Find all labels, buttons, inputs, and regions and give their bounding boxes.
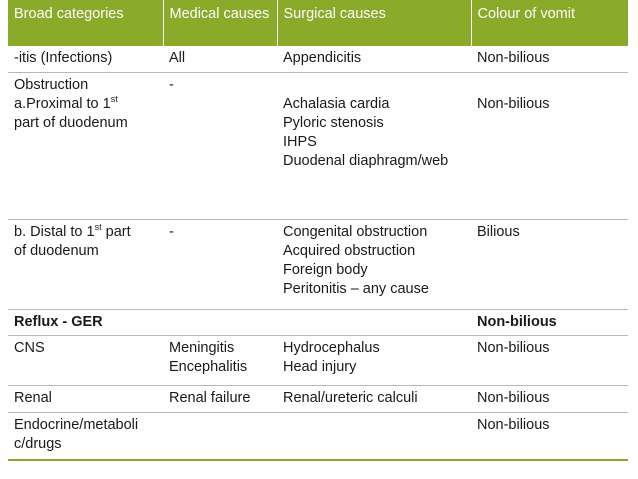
- table-row: [8, 385, 628, 412]
- cell-surgical: Hydrocephalus Head injury: [283, 339, 380, 375]
- header-medical-causes: Medical causes: [163, 0, 277, 46]
- cell-vomit: Bilious: [477, 223, 520, 240]
- cell-surgical: Renal/ureteric calculi: [283, 389, 418, 406]
- cell-vomit: Non-bilious: [477, 313, 557, 330]
- table-row: [8, 72, 628, 219]
- cell-medical: Renal failure: [169, 389, 251, 406]
- cell-medical: [163, 309, 277, 335]
- table-row: [8, 309, 628, 335]
- cell-medical: -: [169, 76, 174, 93]
- table-row: [8, 335, 628, 385]
- cell-surgical: [277, 309, 471, 335]
- cell-surgical: [277, 412, 471, 460]
- cell-vomit: Non-bilious: [477, 416, 550, 433]
- header-row: [8, 0, 628, 46]
- cell-vomit: Non-bilious: [477, 95, 550, 112]
- cell-vomit: Non-bilious: [477, 339, 550, 356]
- cell-category: -itis (Infections): [14, 50, 113, 66]
- cell-category: Reflux - GER: [14, 313, 103, 330]
- table-row: [8, 219, 628, 309]
- cell-category: Obstruction a.Proximal to 1st part of duodenum: [14, 76, 128, 131]
- vomiting-causes-table: [8, 0, 628, 461]
- table-row: [8, 412, 628, 460]
- header-broad-categories: Broad categories: [8, 0, 163, 46]
- header-colour-of-vomit: Colour of vomit: [477, 6, 576, 22]
- cell-surgical: Congenital obstruction Acquired obstruction Foreign body Peritonitis – any cause: [283, 223, 429, 297]
- cell-medical: Meningitis Encephalitis: [169, 339, 248, 375]
- cell-category: CNS: [14, 339, 45, 356]
- cell-category: Endocrine/metaboli c/drugs: [14, 416, 139, 452]
- cell-medical: -: [169, 223, 174, 240]
- cell-category: b. Distal to 1st part of duodenum: [14, 221, 131, 259]
- header-surgical-causes: Surgical causes: [277, 0, 471, 46]
- table-row: [8, 46, 628, 72]
- cell-surgical: Achalasia cardia Pyloric stenosis IHPS Duodenal diaphragm/web: [283, 95, 449, 169]
- cell-category: Renal: [14, 389, 52, 406]
- cell-vomit: Non-bilious: [477, 389, 550, 406]
- cell-vomit: Non-bilious: [477, 50, 550, 66]
- cell-surgical: Appendicitis: [283, 50, 362, 66]
- cell-medical: All: [169, 50, 186, 66]
- cell-medical: [163, 412, 277, 460]
